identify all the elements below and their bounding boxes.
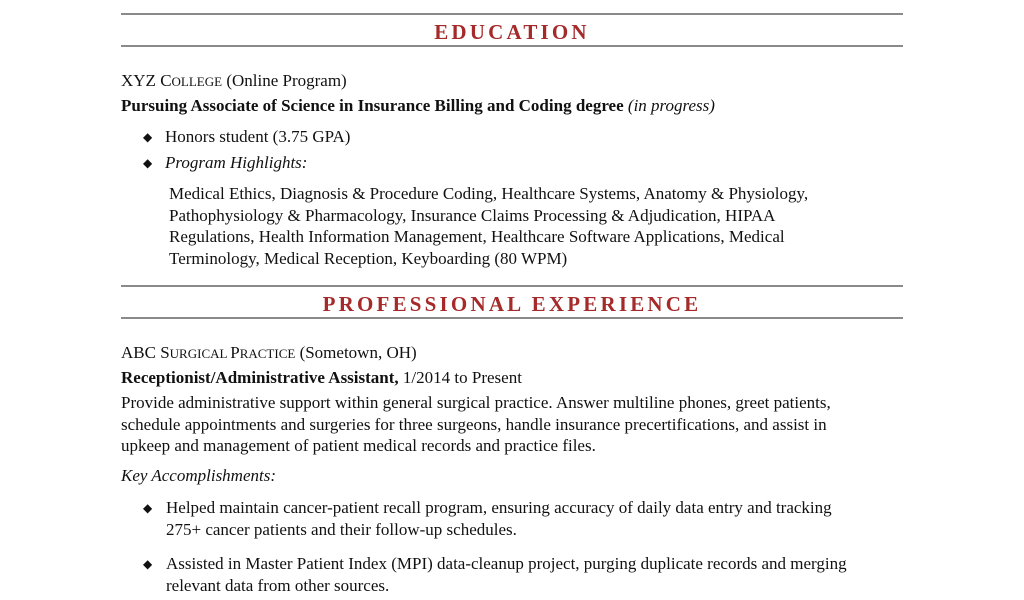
school-line <box>121 70 347 92</box>
diamond-bullet-icon: ◆ <box>143 557 153 571</box>
job-title-line <box>121 367 522 388</box>
diamond-bullet-icon: ◆ <box>143 130 153 144</box>
description-line: upkeep and management of patient medical records and practice files. <box>121 436 596 455</box>
school-name-initial: XYZ C <box>121 71 172 90</box>
accomplishment-2-bullet <box>143 553 165 575</box>
accomplishment-1 <box>166 497 832 540</box>
experience-rule-bottom <box>121 317 903 319</box>
job-dates: 1/2014 to Present <box>402 368 522 387</box>
highlights-line: Pathophysiology & Pharmacology, Insurance Claims Processing & Adjudication, HIPAA <box>169 205 776 225</box>
employer-part: URGICAL <box>169 346 231 361</box>
description-line: schedule appointments and surgeries for three surgeons, handle insurance precertifications, and assist in <box>121 414 827 434</box>
accomplishment-2 <box>166 553 847 596</box>
job-description <box>121 392 911 457</box>
experience-rule-top <box>121 285 903 287</box>
employer-part: P <box>230 343 240 362</box>
education-bullet-1 <box>143 126 350 148</box>
job-title: Receptionist/Administrative Assistant, <box>121 368 399 387</box>
education-bullet-2 <box>143 152 307 174</box>
employer-location: (Sometown, OH) <box>299 343 417 362</box>
description-line: Provide administrative support within general surgical practice. Answer multiline phones, greet patients, <box>121 393 831 412</box>
diamond-bullet-icon: ◆ <box>143 501 153 515</box>
degree-status: (in progress) <box>627 96 715 115</box>
school-note: (Online Program) <box>226 71 347 90</box>
experience-heading: PROFESSIONAL EXPERIENCE <box>322 292 702 316</box>
school-name-rest: OLLEGE <box>171 74 223 89</box>
degree-line <box>121 95 715 116</box>
highlights-line: Terminology, Medical Reception, Keyboarding (80 WPM) <box>169 248 568 268</box>
employer-part: RACTICE <box>239 346 296 361</box>
employer-line <box>121 342 417 364</box>
diamond-bullet-icon: ◆ <box>143 156 153 170</box>
employer-part: ABC S <box>121 343 170 362</box>
accomplishments-label: Key Accomplishments: <box>121 466 277 485</box>
education-rule-top <box>121 13 903 15</box>
bullet-text: Honors student (3.75 GPA) <box>165 127 351 146</box>
accomplishment-line: relevant data from other sources. <box>166 575 390 595</box>
accomplishment-line: Assisted in Master Patient Index (MPI) data-cleanup project, purging duplicate records and merging <box>166 554 847 573</box>
program-highlights <box>169 183 889 269</box>
accomplishment-line: 275+ cancer patients and their follow-up schedules. <box>166 519 517 539</box>
education-rule-bottom <box>121 45 903 47</box>
degree-title: Pursuing Associate of Science in Insurance Billing and Coding degree <box>121 96 624 115</box>
highlights-line: Regulations, Health Information Management, Healthcare Software Applications, Medical <box>169 227 785 246</box>
accomplishment-1-bullet <box>143 497 165 519</box>
education-heading: EDUCATION <box>434 20 590 44</box>
highlights-line: Medical Ethics, Diagnosis & Procedure Coding, Healthcare Systems, Anatomy & Physiology, <box>169 184 809 203</box>
bullet-text: Program Highlights: <box>165 153 308 172</box>
accomplishment-line: Helped maintain cancer-patient recall program, ensuring accuracy of daily data entry and tracking <box>166 498 832 517</box>
